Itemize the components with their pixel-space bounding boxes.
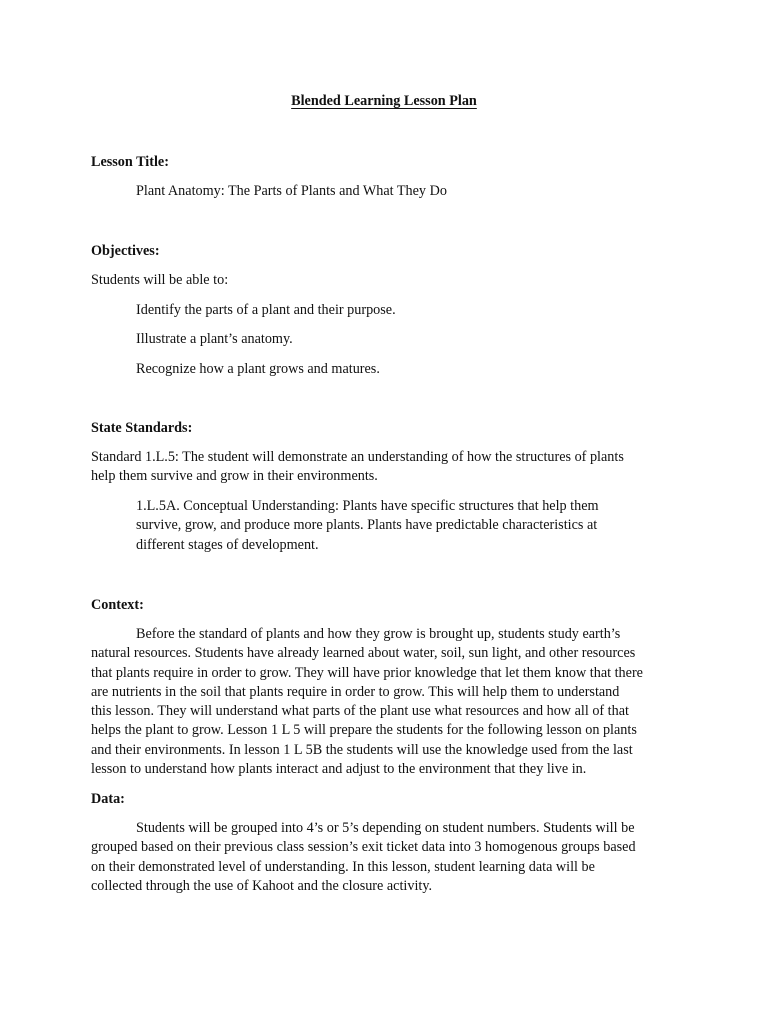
standard-line: help them survive and grow in their environments. <box>91 468 378 485</box>
substandard-line: survive, grow, and produce more plants. Plants have predictable characteristics at <box>136 517 598 534</box>
substandard-line: different stages of development. <box>136 536 319 553</box>
data-heading: Data: <box>91 791 125 807</box>
data-line: collected through the use of Kahoot and the closure activity. <box>91 877 433 894</box>
objective-item: Identify the parts of a plant and their purpose. <box>136 302 396 318</box>
context-paragraph <box>91 625 691 779</box>
context-line: helps the plant to grow. Lesson 1 L 5 will prepare the students for the following lesson on plants <box>91 722 637 739</box>
standard-text <box>91 448 691 487</box>
data-line: Students will be grouped into 4’s or 5’s depending on student numbers. Students will be <box>136 820 635 836</box>
objective-item: Illustrate a plant’s anatomy. <box>136 331 293 347</box>
state-standards-heading: State Standards: <box>91 420 193 436</box>
context-line: that plants require in order to grow. They will have prior knowledge that let them know that there <box>91 664 643 681</box>
context-line: and their environments. In lesson 1 L 5B the students will use the knowledge used from the last <box>91 741 633 758</box>
objectives-heading: Objectives: <box>91 243 160 259</box>
context-line: this lesson. They will understand what parts of the plant use what resources and how all of that <box>91 703 629 720</box>
lesson-title-text: Plant Anatomy: The Parts of Plants and What They Do <box>136 183 447 199</box>
document-title: Blended Learning Lesson Plan <box>291 93 477 109</box>
data-paragraph <box>91 819 691 896</box>
context-line: Before the standard of plants and how they grow is brought up, students study earth’s <box>136 626 621 642</box>
data-line: grouped based on their previous class session’s exit ticket data into 3 homogenous groups based <box>91 839 636 856</box>
context-line: are nutrients in the soil that plants require in order to grow. This will help them to understand <box>91 683 620 700</box>
objectives-intro: Students will be able to: <box>91 272 229 288</box>
standard-line: Standard 1.L.5: The student will demonstrate an understanding of how the structures of plants <box>91 449 624 465</box>
substandard-text <box>136 497 676 555</box>
objective-item: Recognize how a plant grows and matures. <box>136 361 380 377</box>
context-heading: Context: <box>91 597 144 613</box>
context-line: lesson to understand how plants interact and adjust to the environment that they live in. <box>91 761 587 778</box>
context-line: natural resources. Students have already learned about water, soil, sun light, and other resources <box>91 645 636 662</box>
data-line: on their demonstrated level of understanding. In this lesson, student learning data will be <box>91 858 595 875</box>
lesson-title-heading: Lesson Title: <box>91 154 169 170</box>
substandard-line: 1.L.5A. Conceptual Understanding: Plants have specific structures that help them <box>136 498 599 514</box>
